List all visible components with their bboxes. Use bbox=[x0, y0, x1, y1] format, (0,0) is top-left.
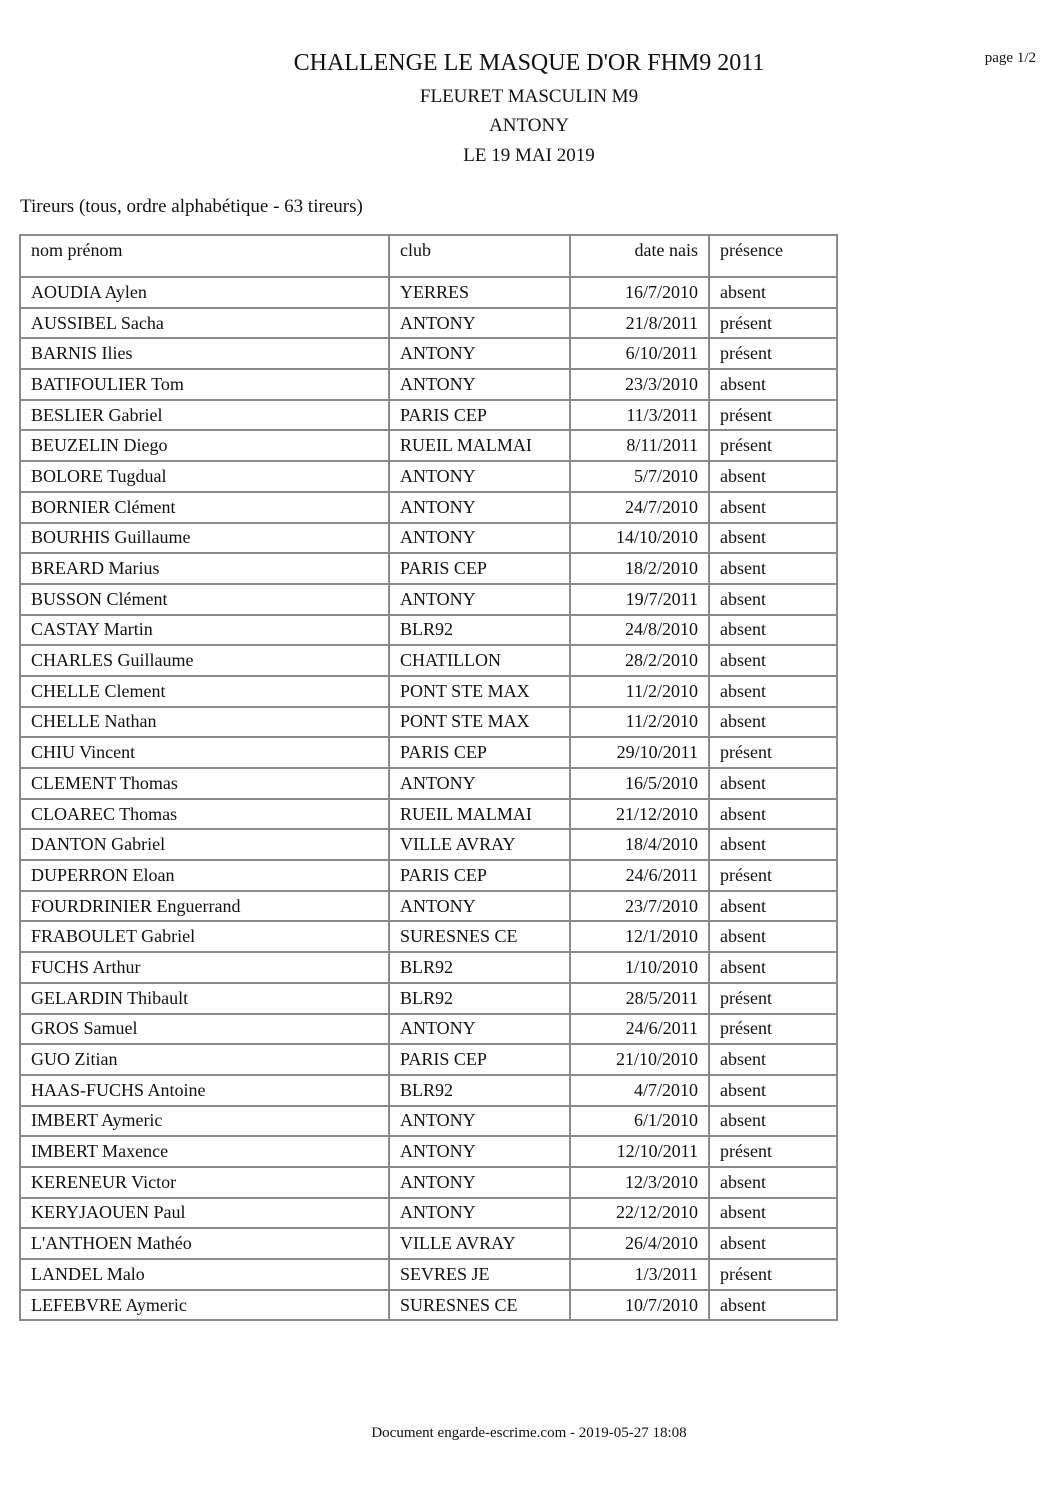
table-row bbox=[20, 1106, 837, 1137]
cell-club: BLR92 bbox=[389, 1075, 570, 1106]
cell-birthdate: 14/10/2010 bbox=[570, 523, 709, 554]
cell-presence: absent bbox=[709, 676, 837, 707]
table-row bbox=[20, 1259, 837, 1290]
cell-club: RUEIL MALMAI bbox=[389, 799, 570, 830]
cell-presence: absent bbox=[709, 1167, 837, 1198]
cell-presence: présent bbox=[709, 1014, 837, 1045]
table-row bbox=[20, 645, 837, 676]
table-row bbox=[20, 737, 837, 768]
cell-name: BOLORE Tugdual bbox=[20, 461, 389, 492]
cell-name: KERENEUR Victor bbox=[20, 1167, 389, 1198]
table-header-row bbox=[20, 235, 837, 277]
cell-birthdate: 24/8/2010 bbox=[570, 615, 709, 646]
cell-presence: absent bbox=[709, 1075, 837, 1106]
table-row bbox=[20, 615, 837, 646]
cell-birthdate: 28/5/2011 bbox=[570, 983, 709, 1014]
cell-presence: absent bbox=[709, 277, 837, 308]
cell-presence: absent bbox=[709, 584, 837, 615]
column-header-club: club bbox=[389, 235, 570, 277]
cell-birthdate: 23/3/2010 bbox=[570, 369, 709, 400]
cell-club: VILLE AVRAY bbox=[389, 829, 570, 860]
cell-name: BARNIS Ilies bbox=[20, 338, 389, 369]
cell-name: DANTON Gabriel bbox=[20, 829, 389, 860]
cell-presence: présent bbox=[709, 1136, 837, 1167]
table-row bbox=[20, 829, 837, 860]
cell-club: ANTONY bbox=[389, 492, 570, 523]
cell-name: CHELLE Clement bbox=[20, 676, 389, 707]
cell-presence: présent bbox=[709, 860, 837, 891]
cell-club: PARIS CEP bbox=[389, 860, 570, 891]
cell-club: ANTONY bbox=[389, 768, 570, 799]
table-body bbox=[20, 277, 837, 1320]
column-header-birthdate: date nais bbox=[570, 235, 709, 277]
table-row bbox=[20, 1198, 837, 1229]
cell-club: PARIS CEP bbox=[389, 1044, 570, 1075]
cell-club: ANTONY bbox=[389, 1014, 570, 1045]
cell-name: HAAS-FUCHS Antoine bbox=[20, 1075, 389, 1106]
cell-presence: présent bbox=[709, 1259, 837, 1290]
cell-presence: présent bbox=[709, 983, 837, 1014]
cell-birthdate: 22/12/2010 bbox=[570, 1198, 709, 1229]
table-row bbox=[20, 430, 837, 461]
cell-presence: présent bbox=[709, 338, 837, 369]
cell-birthdate: 24/6/2011 bbox=[570, 1014, 709, 1045]
cell-name: GROS Samuel bbox=[20, 1014, 389, 1045]
cell-name: BEUZELIN Diego bbox=[20, 430, 389, 461]
cell-presence: présent bbox=[709, 400, 837, 431]
cell-presence: absent bbox=[709, 492, 837, 523]
cell-name: BORNIER Clément bbox=[20, 492, 389, 523]
table-row bbox=[20, 1014, 837, 1045]
cell-name: CHARLES Guillaume bbox=[20, 645, 389, 676]
column-header-name: nom prénom bbox=[20, 235, 389, 277]
cell-birthdate: 5/7/2010 bbox=[570, 461, 709, 492]
footer-text: Document engarde-escrime.com - 2019-05-27 18:08 bbox=[371, 1425, 687, 1441]
cell-birthdate: 24/6/2011 bbox=[570, 860, 709, 891]
cell-presence: absent bbox=[709, 707, 837, 738]
column-header-presence: présence bbox=[709, 235, 837, 277]
cell-name: FUCHS Arthur bbox=[20, 952, 389, 983]
cell-presence: absent bbox=[709, 1044, 837, 1075]
cell-club: ANTONY bbox=[389, 369, 570, 400]
event-location: ANTONY bbox=[489, 115, 569, 136]
cell-club: YERRES bbox=[389, 277, 570, 308]
fencers-table bbox=[19, 234, 838, 1321]
cell-club: VILLE AVRAY bbox=[389, 1228, 570, 1259]
cell-birthdate: 29/10/2011 bbox=[570, 737, 709, 768]
cell-presence: absent bbox=[709, 553, 837, 584]
cell-presence: absent bbox=[709, 523, 837, 554]
cell-club: PARIS CEP bbox=[389, 553, 570, 584]
cell-club: PONT STE MAX bbox=[389, 676, 570, 707]
cell-birthdate: 19/7/2011 bbox=[570, 584, 709, 615]
cell-birthdate: 11/3/2011 bbox=[570, 400, 709, 431]
table-row bbox=[20, 860, 837, 891]
cell-presence: absent bbox=[709, 615, 837, 646]
cell-birthdate: 11/2/2010 bbox=[570, 676, 709, 707]
cell-birthdate: 8/11/2011 bbox=[570, 430, 709, 461]
cell-club: PARIS CEP bbox=[389, 400, 570, 431]
cell-name: L'ANTHOEN Mathéo bbox=[20, 1228, 389, 1259]
table-row bbox=[20, 1044, 837, 1075]
table-row bbox=[20, 1290, 837, 1321]
table-row bbox=[20, 799, 837, 830]
cell-presence: absent bbox=[709, 1106, 837, 1137]
table-row bbox=[20, 768, 837, 799]
cell-birthdate: 24/7/2010 bbox=[570, 492, 709, 523]
cell-club: ANTONY bbox=[389, 1167, 570, 1198]
event-date: LE 19 MAI 2019 bbox=[463, 145, 595, 166]
cell-presence: présent bbox=[709, 430, 837, 461]
cell-birthdate: 6/1/2010 bbox=[570, 1106, 709, 1137]
cell-name: CHELLE Nathan bbox=[20, 707, 389, 738]
cell-name: DUPERRON Eloan bbox=[20, 860, 389, 891]
cell-birthdate: 18/4/2010 bbox=[570, 829, 709, 860]
cell-club: ANTONY bbox=[389, 461, 570, 492]
table-row bbox=[20, 1075, 837, 1106]
table-row bbox=[20, 523, 837, 554]
cell-club: CHATILLON bbox=[389, 645, 570, 676]
cell-name: AOUDIA Aylen bbox=[20, 277, 389, 308]
cell-club: ANTONY bbox=[389, 891, 570, 922]
cell-club: PONT STE MAX bbox=[389, 707, 570, 738]
cell-club: SURESNES CE bbox=[389, 1290, 570, 1321]
cell-birthdate: 10/7/2010 bbox=[570, 1290, 709, 1321]
table-row bbox=[20, 983, 837, 1014]
section-title: Tireurs (tous, ordre alphabétique - 63 tireurs) bbox=[20, 196, 363, 217]
cell-name: KERYJAOUEN Paul bbox=[20, 1198, 389, 1229]
cell-name: LEFEBVRE Aymeric bbox=[20, 1290, 389, 1321]
cell-club: ANTONY bbox=[389, 584, 570, 615]
cell-name: FRABOULET Gabriel bbox=[20, 921, 389, 952]
cell-birthdate: 23/7/2010 bbox=[570, 891, 709, 922]
table-row bbox=[20, 369, 837, 400]
cell-club: BLR92 bbox=[389, 983, 570, 1014]
document-title: CHALLENGE LE MASQUE D'OR FHM9 2011 bbox=[293, 50, 765, 76]
cell-presence: absent bbox=[709, 1228, 837, 1259]
cell-club: ANTONY bbox=[389, 523, 570, 554]
cell-club: SEVRES JE bbox=[389, 1259, 570, 1290]
cell-presence: absent bbox=[709, 1198, 837, 1229]
table-row bbox=[20, 1228, 837, 1259]
cell-name: BESLIER Gabriel bbox=[20, 400, 389, 431]
cell-name: IMBERT Maxence bbox=[20, 1136, 389, 1167]
cell-name: CLOAREC Thomas bbox=[20, 799, 389, 830]
table-row bbox=[20, 707, 837, 738]
cell-birthdate: 1/10/2010 bbox=[570, 952, 709, 983]
cell-club: BLR92 bbox=[389, 615, 570, 646]
cell-club: ANTONY bbox=[389, 1136, 570, 1167]
table-row bbox=[20, 891, 837, 922]
cell-birthdate: 16/5/2010 bbox=[570, 768, 709, 799]
cell-birthdate: 16/7/2010 bbox=[570, 277, 709, 308]
cell-presence: présent bbox=[709, 737, 837, 768]
cell-name: GELARDIN Thibault bbox=[20, 983, 389, 1014]
cell-name: BREARD Marius bbox=[20, 553, 389, 584]
table-row bbox=[20, 1167, 837, 1198]
cell-club: BLR92 bbox=[389, 952, 570, 983]
cell-presence: absent bbox=[709, 1290, 837, 1321]
weapon-category: FLEURET MASCULIN M9 bbox=[419, 86, 639, 107]
cell-presence: absent bbox=[709, 768, 837, 799]
table-row bbox=[20, 1136, 837, 1167]
cell-club: RUEIL MALMAI bbox=[389, 430, 570, 461]
cell-name: FOURDRINIER Enguerrand bbox=[20, 891, 389, 922]
table-row bbox=[20, 921, 837, 952]
cell-birthdate: 4/7/2010 bbox=[570, 1075, 709, 1106]
cell-presence: absent bbox=[709, 829, 837, 860]
table-row bbox=[20, 461, 837, 492]
table-row bbox=[20, 277, 837, 308]
cell-club: ANTONY bbox=[389, 1106, 570, 1137]
cell-name: AUSSIBEL Sacha bbox=[20, 308, 389, 339]
table-row bbox=[20, 553, 837, 584]
cell-birthdate: 28/2/2010 bbox=[570, 645, 709, 676]
table-row bbox=[20, 492, 837, 523]
table-row bbox=[20, 584, 837, 615]
cell-birthdate: 26/4/2010 bbox=[570, 1228, 709, 1259]
cell-name: BATIFOULIER Tom bbox=[20, 369, 389, 400]
cell-birthdate: 21/8/2011 bbox=[570, 308, 709, 339]
cell-name: CASTAY Martin bbox=[20, 615, 389, 646]
cell-birthdate: 6/10/2011 bbox=[570, 338, 709, 369]
cell-club: ANTONY bbox=[389, 308, 570, 339]
cell-presence: absent bbox=[709, 461, 837, 492]
table-row bbox=[20, 676, 837, 707]
cell-presence: absent bbox=[709, 891, 837, 922]
cell-birthdate: 18/2/2010 bbox=[570, 553, 709, 584]
cell-name: BUSSON Clément bbox=[20, 584, 389, 615]
cell-birthdate: 12/1/2010 bbox=[570, 921, 709, 952]
cell-name: CLEMENT Thomas bbox=[20, 768, 389, 799]
cell-birthdate: 12/3/2010 bbox=[570, 1167, 709, 1198]
cell-name: CHIU Vincent bbox=[20, 737, 389, 768]
table-row bbox=[20, 400, 837, 431]
cell-presence: absent bbox=[709, 645, 837, 676]
page-number: page 1/2 bbox=[984, 50, 1036, 66]
cell-club: PARIS CEP bbox=[389, 737, 570, 768]
table-row bbox=[20, 952, 837, 983]
cell-presence: absent bbox=[709, 952, 837, 983]
table-row bbox=[20, 308, 837, 339]
cell-birthdate: 11/2/2010 bbox=[570, 707, 709, 738]
cell-presence: absent bbox=[709, 921, 837, 952]
cell-birthdate: 1/3/2011 bbox=[570, 1259, 709, 1290]
cell-name: GUO Zitian bbox=[20, 1044, 389, 1075]
cell-presence: absent bbox=[709, 369, 837, 400]
cell-name: LANDEL Malo bbox=[20, 1259, 389, 1290]
cell-birthdate: 21/10/2010 bbox=[570, 1044, 709, 1075]
table-row bbox=[20, 338, 837, 369]
cell-presence: absent bbox=[709, 799, 837, 830]
cell-birthdate: 12/10/2011 bbox=[570, 1136, 709, 1167]
cell-name: IMBERT Aymeric bbox=[20, 1106, 389, 1137]
cell-birthdate: 21/12/2010 bbox=[570, 799, 709, 830]
cell-club: SURESNES CE bbox=[389, 921, 570, 952]
cell-club: ANTONY bbox=[389, 338, 570, 369]
cell-presence: présent bbox=[709, 308, 837, 339]
cell-name: BOURHIS Guillaume bbox=[20, 523, 389, 554]
cell-club: ANTONY bbox=[389, 1198, 570, 1229]
